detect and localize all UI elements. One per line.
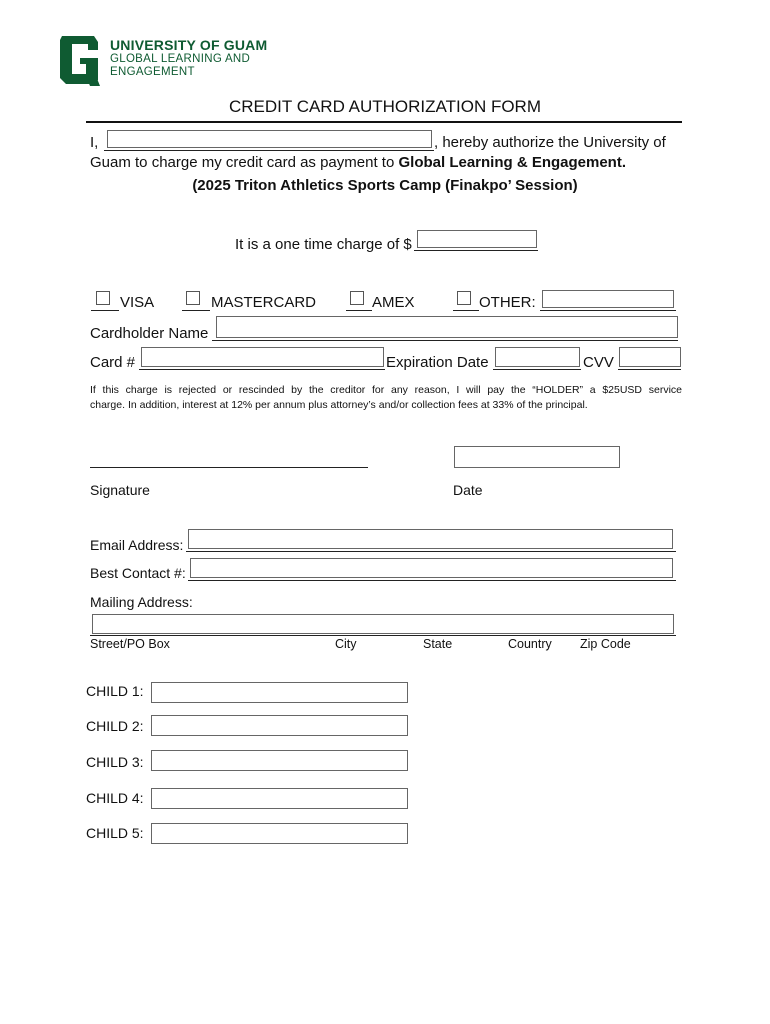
visa-label: VISA [120,294,155,311]
session-name: (2025 Triton Athletics Sports Camp (Finakpo’ Session) [192,177,578,194]
child-2-input[interactable] [151,715,408,736]
mailing-address-input[interactable] [92,614,674,634]
cardholder-label: Cardholder Name [90,325,209,342]
card-number-input[interactable] [141,347,384,367]
child-1-label: CHILD 1: [86,683,144,699]
card-number-label: Card # [90,354,136,371]
intro-line-2 [90,154,626,171]
date-input[interactable] [454,446,620,468]
contact-label: Best Contact #: [90,565,186,581]
date-label: Date [453,482,483,498]
mailing-label: Mailing Address: [90,594,193,610]
child-5-input[interactable] [151,823,408,844]
charge-underline [414,250,538,251]
charge-amount-input[interactable] [417,230,537,248]
disclaimer [90,383,682,413]
card-number-underline [139,369,385,370]
signature-label: Signature [90,482,150,498]
cardholder-underline [212,340,678,341]
cvv-input[interactable] [619,347,681,367]
uog-g-logo-icon [56,30,104,88]
mastercard-checkbox[interactable] [186,291,200,305]
authorizer-name-underline [104,150,434,151]
amex-label: AMEX [372,294,415,311]
other-underline-field [540,310,676,311]
child-5-label: CHILD 5: [86,825,144,841]
authorizer-name-input[interactable] [107,130,432,148]
intro-line-2-text: Guam to charge my credit card as payment to [90,154,395,171]
intro-line-2-bold: Global Learning & Engagement. [398,154,627,171]
email-input[interactable] [188,529,673,549]
form-title: CREDIT CARD AUTHORIZATION FORM [229,97,541,116]
signature-line [90,467,368,468]
child-2-label: CHILD 2: [86,718,144,734]
child-4-input[interactable] [151,788,408,809]
address-zip-label: Zip Code [580,637,631,651]
child-3-label: CHILD 3: [86,754,144,770]
logo-subtitle-2: ENGAGEMENT [110,66,195,78]
other-checkbox[interactable] [457,291,471,305]
child-3-input[interactable] [151,750,408,771]
contact-input[interactable] [190,558,673,578]
expiration-date-input[interactable] [495,347,580,367]
expiration-underline [493,369,581,370]
disclaimer-line-1: If this charge is rejected or rescinded by the creditor for any reason, I will pay the “HOLDER” a $25USD service [90,384,682,396]
university-logo [56,30,276,88]
intro-suffix: , hereby authorize the University of [434,134,666,151]
other-label: OTHER: [479,294,536,311]
cvv-label: CVV [583,354,614,371]
signature-area[interactable] [90,440,368,467]
mailing-underline [90,635,676,636]
other-underline [453,310,479,311]
visa-checkbox[interactable] [96,291,110,305]
other-card-input[interactable] [542,290,674,308]
email-label: Email Address: [90,537,184,553]
title-rule [86,121,682,123]
address-street-label: Street/PO Box [90,637,170,651]
intro-prefix: I, [90,134,99,151]
mastercard-underline [182,310,210,311]
amex-checkbox[interactable] [350,291,364,305]
disclaimer-line-2: charge. In addition, interest at 12% per annum plus attorney’s and/or collection fees at 33% of the principal. [90,399,588,411]
logo-title: UNIVERSITY OF GUAM [110,37,268,53]
amex-underline [346,310,372,311]
cardholder-name-input[interactable] [216,316,678,338]
visa-underline [91,310,119,311]
child-1-input[interactable] [151,682,408,703]
email-underline [186,551,676,552]
contact-underline [188,580,676,581]
address-country-label: Country [508,637,552,651]
expiration-label: Expiration Date [386,354,489,371]
address-state-label: State [423,637,453,651]
cvv-underline [618,369,681,370]
logo-subtitle-1: GLOBAL LEARNING AND [110,53,251,65]
mastercard-label: MASTERCARD [211,294,317,311]
charge-label: It is a one time charge of $ [235,236,412,253]
address-city-label: City [335,637,357,651]
child-4-label: CHILD 4: [86,790,144,806]
